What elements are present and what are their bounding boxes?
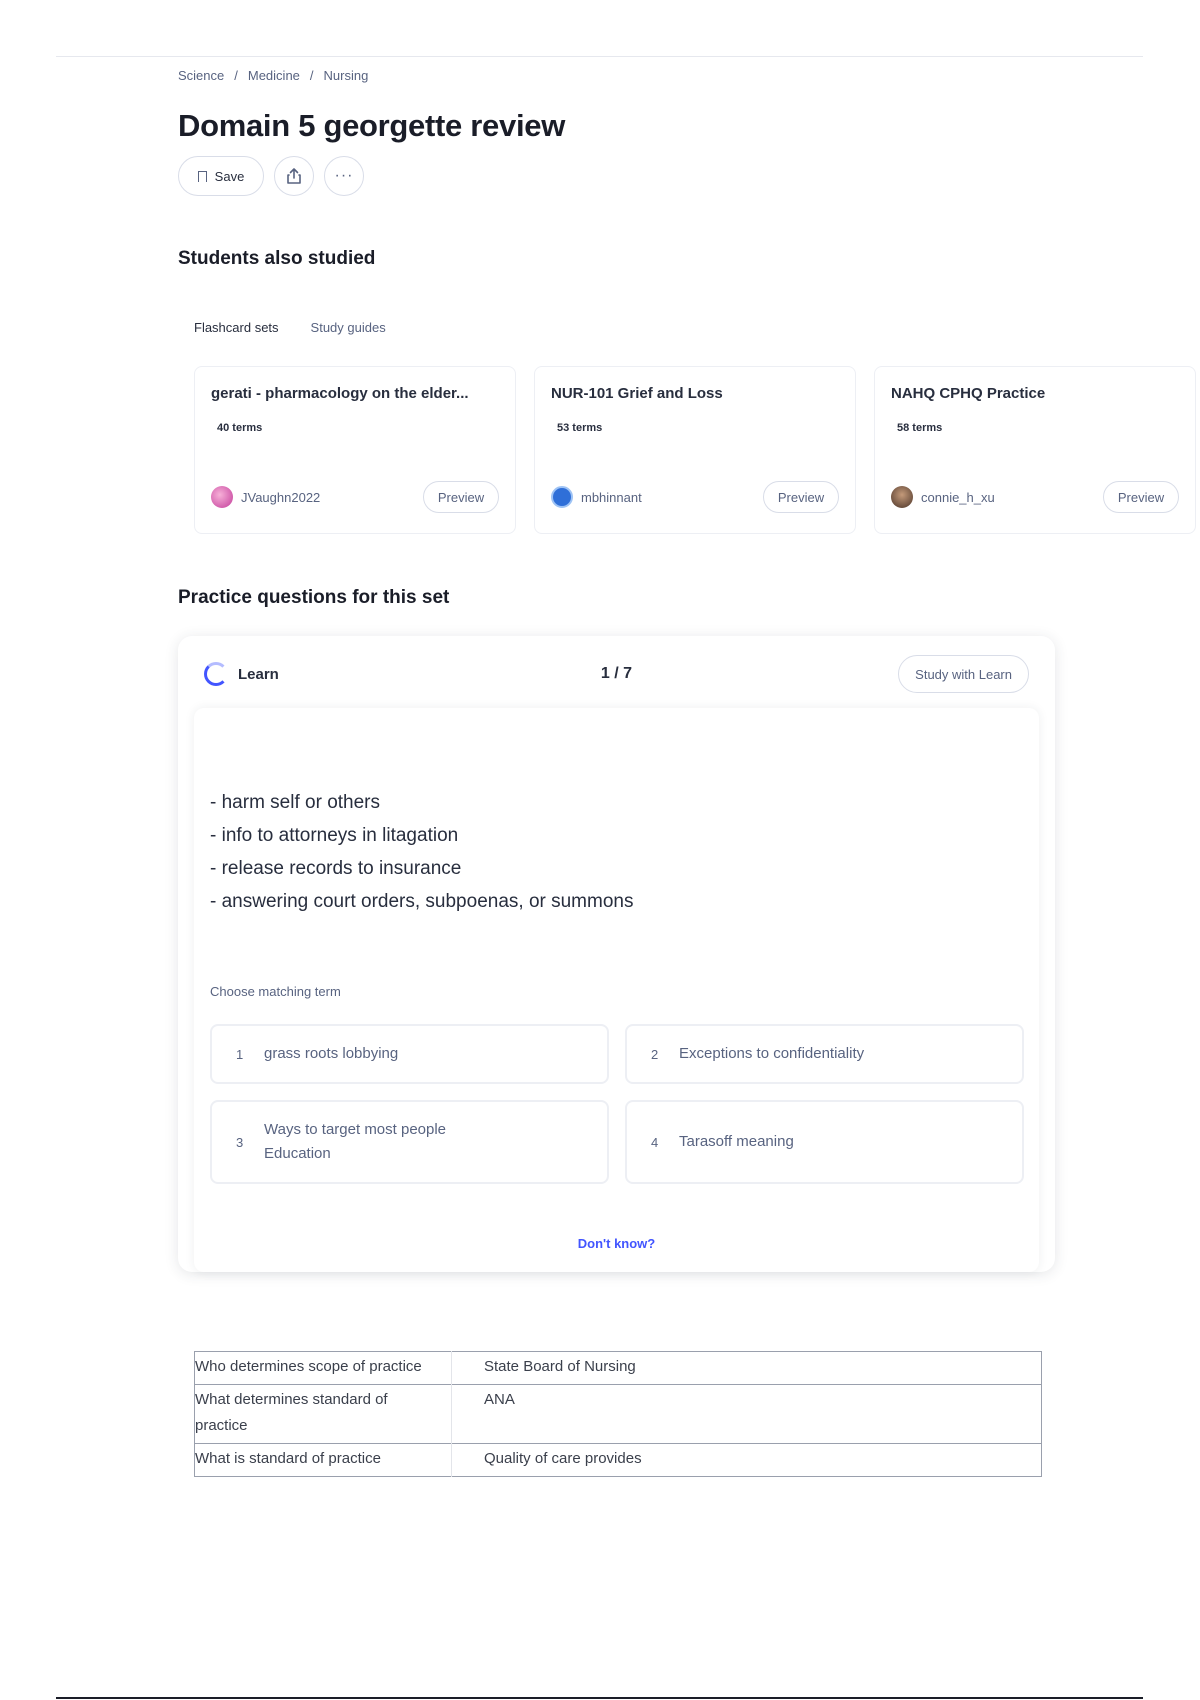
table-row [195,1385,1042,1444]
question-counter: 1 / 7 [600,665,633,682]
author-name: mbhinnant [581,489,642,505]
option-text: Tarasoff meaning [679,1133,794,1150]
definition-cell: Quality of care provides [452,1444,1042,1477]
study-set-card[interactable] [874,366,1196,534]
studied-carousel [194,366,1165,536]
share-button[interactable] [274,156,314,196]
table-row [195,1352,1042,1385]
choose-matching-term-label: Choose matching term [210,984,341,999]
card-term-count: 53 terms [557,422,603,434]
study-set-card[interactable] [534,366,856,534]
option-text: Ways to target most people Education [264,1121,447,1162]
option-number: 2 [651,1046,659,1062]
definition-cell: ANA [452,1385,1042,1444]
study-set-card[interactable] [194,366,516,534]
answer-option-1[interactable] [210,1024,609,1084]
preview-button[interactable]: Preview [763,481,839,513]
author-name: connie_h_xu [921,489,995,505]
avatar [891,486,913,508]
definition-line: - harm self or others [210,792,380,813]
option-text: Exceptions to confidentiality [679,1045,865,1062]
students-also-studied-heading: Students also studied [178,248,376,269]
bookmark-icon [198,171,207,182]
breadcrumb-medicine[interactable]: Medicine [247,68,300,83]
more-button[interactable] [324,156,364,196]
option-number: 1 [236,1046,244,1062]
card-title: NAHQ CPHQ Practice [891,385,1046,402]
save-label: Save [214,168,245,184]
learn-header [204,654,1029,694]
author-name: JVaughn2022 [241,489,321,505]
share-icon [285,167,303,185]
terms-table [194,1351,1042,1477]
preview-button[interactable]: Preview [1103,481,1179,513]
table-row [195,1444,1042,1477]
card-title: gerati - pharmacology on the elder... [211,385,469,402]
learn-practice-panel [178,636,1055,1272]
breadcrumb-science[interactable]: Science [178,68,225,83]
answer-option-3[interactable] [210,1100,609,1184]
term-cell: What is standard of practice [195,1444,452,1477]
breadcrumb-nursing[interactable]: Nursing [323,68,369,83]
card-term-count: 58 terms [897,422,943,434]
save-button[interactable] [178,156,264,196]
card-author[interactable] [891,486,995,508]
tab-study-guides[interactable]: Study guides [310,320,386,335]
study-with-learn-button[interactable]: Study with Learn [898,655,1029,693]
card-author[interactable] [211,486,320,508]
card-author[interactable] [551,486,642,508]
preview-button[interactable]: Preview [423,481,499,513]
card-title: NUR-101 Grief and Loss [551,385,723,402]
practice-questions-heading: Practice questions for this set [178,587,450,608]
bottom-divider [56,1697,1143,1699]
top-divider [56,56,1143,57]
breadcrumb-separator: / [234,68,238,83]
answer-options [210,1024,1024,1184]
breadcrumb-separator: / [309,68,314,83]
option-number: 4 [651,1134,659,1150]
option-text: grass roots lobbying [264,1045,399,1062]
question-card [194,708,1039,1272]
learn-label-text: Learn [238,665,279,683]
page-title: Domain 5 georgette review [178,108,566,143]
question-definition [210,786,633,918]
avatar [211,486,233,508]
definition-line: - info to attorneys in litagation [210,825,459,846]
card-term-count: 40 terms [217,422,263,434]
breadcrumb [178,68,368,83]
dont-know-link[interactable]: Don't know? [577,1236,656,1251]
more-icon: ··· [334,167,354,184]
tab-flashcard-sets[interactable]: Flashcard sets [194,320,279,335]
definition-cell: State Board of Nursing [484,1358,636,1375]
definition-line: - answering court orders, subpoenas, or summons [210,891,634,912]
term-cell: Who determines scope of practice [195,1352,452,1385]
option-number: 3 [236,1134,244,1150]
term-cell: What determines standard of practice [195,1385,452,1444]
studied-tabs [194,320,386,335]
definition-line: - release records to insurance [210,858,462,879]
answer-option-4[interactable] [625,1100,1024,1184]
set-actions [178,156,364,196]
avatar [551,486,573,508]
answer-option-2[interactable] [625,1024,1024,1084]
